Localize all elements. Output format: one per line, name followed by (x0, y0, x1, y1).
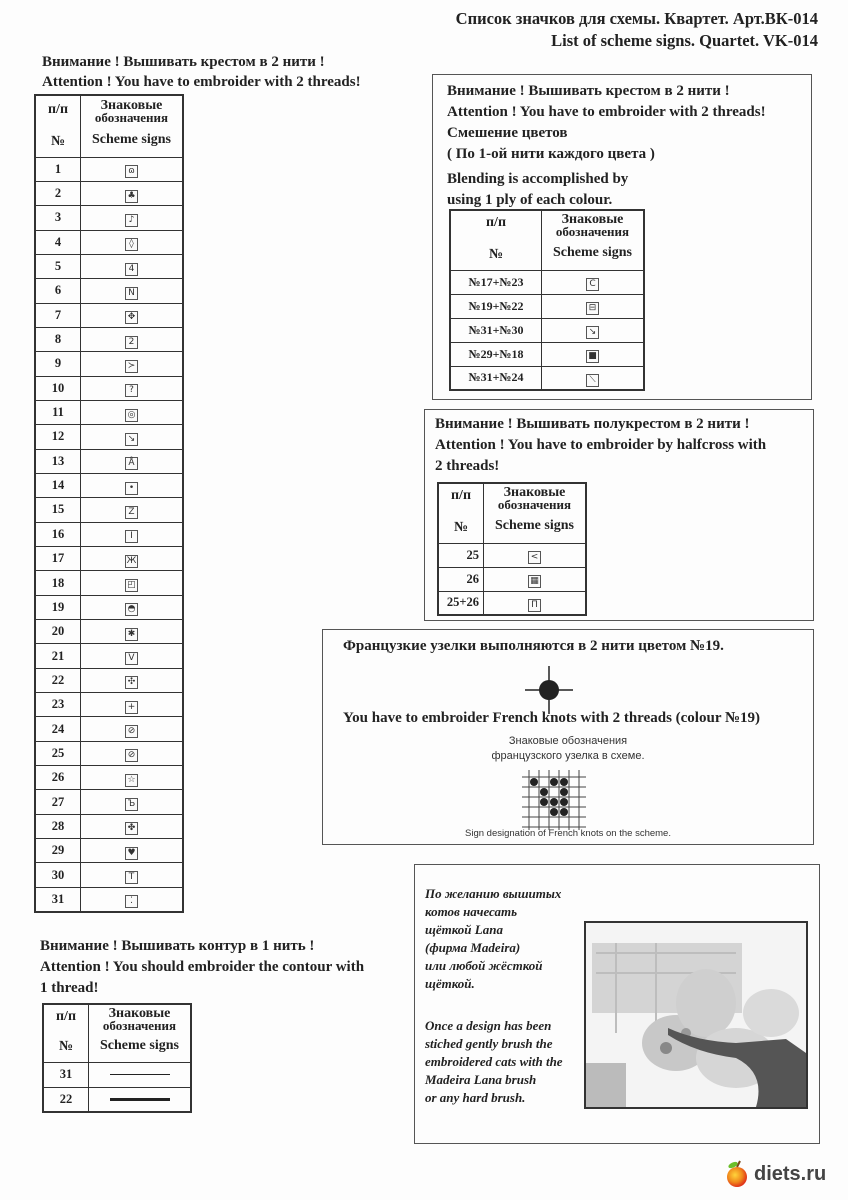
plus-icon: + (125, 701, 138, 714)
row-sign (81, 498, 184, 522)
table-row (35, 327, 183, 351)
halfcross-sign (484, 543, 587, 567)
music-note-icon: ♪ (125, 214, 138, 227)
half-col-num: п/п № (438, 483, 484, 543)
letter-n-icon: N (125, 287, 138, 300)
contour-number: 22 (43, 1087, 89, 1112)
row-number: 27 (35, 790, 81, 814)
blend-number: №31+№24 (450, 366, 542, 390)
heart-icon: ♥ (125, 847, 138, 860)
row-number: 7 (35, 303, 81, 327)
blend-col-sign: Знаковые обозначения Scheme signs (542, 210, 645, 270)
row-sign (81, 717, 184, 741)
row-number: 26 (35, 766, 81, 790)
brush-note-line: щёткой Lana (425, 922, 503, 937)
row-number: 12 (35, 425, 81, 449)
four-icon: 4 (125, 263, 138, 276)
table-row (35, 644, 183, 668)
halfcross-box (424, 409, 814, 621)
table-row (35, 498, 183, 522)
row-number: 10 (35, 376, 81, 400)
halfcross-number: 25+26 (438, 591, 484, 615)
two-dots-icon: ⁚ (125, 895, 138, 908)
table-row (35, 279, 183, 303)
row-sign (81, 473, 184, 497)
halfcross-warning-en-1: Attention ! You have to embroider by halfcross with (435, 437, 767, 453)
main-signs-table (34, 94, 184, 913)
row-sign (81, 571, 184, 595)
cats-embroidery-image (584, 921, 808, 1109)
row-number: 17 (35, 547, 81, 571)
table-row (35, 157, 183, 181)
row-number: 18 (35, 571, 81, 595)
brush-note-line: (фирма Madeira) (425, 940, 521, 955)
contour-col-num: п/п № (43, 1004, 89, 1062)
diamond-icon: ◊ (125, 238, 138, 251)
blending-en-1: Blending is accomplished by (447, 171, 629, 187)
brush-note-box (414, 864, 820, 1144)
blend-col-num: п/п № (450, 210, 542, 270)
row-sign (81, 400, 184, 424)
letter-c-icon: C (586, 278, 599, 291)
blending-ru-2: ( По 1-ой нити каждого цвета ) (447, 146, 655, 162)
blend-row (450, 270, 644, 294)
col-sign-header: Знаковые обозначения Scheme signs (81, 95, 184, 157)
row-number: 5 (35, 254, 81, 278)
row-number: 28 (35, 814, 81, 838)
table-row (35, 741, 183, 765)
table-row (35, 425, 183, 449)
brush-note-line: или любой жёсткой (425, 958, 543, 973)
row-number: 15 (35, 498, 81, 522)
slash-circle-icon: ⊘ (125, 749, 138, 762)
quatrefoil-icon: ✥ (125, 311, 138, 324)
row-sign (81, 693, 184, 717)
row-sign (81, 790, 184, 814)
row-number: 19 (35, 595, 81, 619)
blend-sign (542, 318, 645, 342)
row-sign (81, 157, 184, 181)
french-knots-ru: Французкие узелки выполняются в 2 нити цветом №19. (343, 638, 724, 654)
halfcross-warning-en-2: 2 threads! (435, 458, 500, 474)
two-icon: 2 (125, 336, 138, 349)
table-row (35, 863, 183, 887)
row-number: 31 (35, 887, 81, 911)
french-knots-box (322, 629, 814, 845)
contour-row (43, 1087, 191, 1112)
row-sign (81, 279, 184, 303)
table-row (35, 693, 183, 717)
row-sign (81, 254, 184, 278)
halfcross-row (438, 543, 586, 567)
hourglass-icon: Ж (126, 555, 137, 566)
star-icon: ☆ (125, 774, 138, 787)
table-row (35, 254, 183, 278)
blend-number: №31+№30 (450, 318, 542, 342)
table-row (35, 400, 183, 424)
trefoil-icon: ♣ (125, 190, 138, 203)
hatched-square-icon: ▦ (528, 575, 541, 588)
row-number: 3 (35, 206, 81, 230)
blend-row (450, 342, 644, 366)
brush-note-line: котов начесать (425, 904, 518, 919)
blend-row (450, 318, 644, 342)
halfcross-warning-ru: Внимание ! Вышивать полукрестом в 2 нити ! (435, 416, 750, 432)
brush-note-ru (425, 885, 561, 993)
blending-en-2: using 1 ply of each colour. (447, 192, 613, 208)
french-knots-caption-en: Sign designation of French knots on the scheme. (465, 828, 671, 839)
blending-ru-1: Смешение цветов (447, 125, 568, 141)
row-number: 25 (35, 741, 81, 765)
row-number: 30 (35, 863, 81, 887)
table-row (35, 522, 183, 546)
question-icon: ? (125, 384, 138, 397)
contour-warning-en-1: Attention ! You should embroider the contour with (40, 959, 365, 975)
main-warning-en: Attention ! You have to embroider with 2 threads! (42, 74, 361, 90)
table-row (35, 303, 183, 327)
main-warning-ru: Внимание ! Вышивать крестом в 2 нити ! (42, 54, 325, 70)
row-number: 11 (35, 400, 81, 424)
col-num-header: п/п № (35, 95, 81, 157)
table-row (35, 887, 183, 911)
table-row (35, 790, 183, 814)
brush-note-line: По желанию вышитых (425, 886, 562, 901)
brush-note-line: щёткой. (425, 976, 475, 991)
blending-warning-en: Attention ! You have to embroider with 2 threads! (447, 104, 766, 120)
row-number: 4 (35, 230, 81, 254)
contour-row (43, 1062, 191, 1087)
table-row (35, 206, 183, 230)
table-row (35, 620, 183, 644)
contour-warning (40, 936, 364, 999)
thick-line-icon (110, 1098, 170, 1101)
table-row (35, 668, 183, 692)
table-row (35, 814, 183, 838)
arrow-diagonal-icon: ↘ (125, 433, 138, 446)
contour-sign (89, 1087, 192, 1112)
french-knots-en: You have to embroider French knots with 2 threads (colour №19) (343, 710, 761, 726)
table-row (35, 839, 183, 863)
row-sign (81, 449, 184, 473)
halfcross-sign (484, 591, 587, 615)
row-sign (81, 887, 184, 911)
watermark (724, 1160, 826, 1188)
blending-box (432, 74, 812, 400)
row-sign (81, 814, 184, 838)
main-warning (42, 52, 361, 92)
row-sign (81, 327, 184, 351)
halfcross-number: 26 (438, 567, 484, 591)
hard-sign-icon: Ъ (125, 798, 138, 811)
blend-number: №29+№18 (450, 342, 542, 366)
figure-icon: Å (125, 457, 138, 470)
row-sign (81, 522, 184, 546)
blend-sign (542, 270, 645, 294)
row-sign (81, 839, 184, 863)
contour-number: 31 (43, 1062, 89, 1087)
halfcross-sign (484, 567, 587, 591)
halfcross-row (438, 591, 586, 615)
row-number: 23 (35, 693, 81, 717)
blend-row (450, 366, 644, 390)
table-row (35, 571, 183, 595)
row-sign (81, 303, 184, 327)
table-row (35, 376, 183, 400)
row-number: 1 (35, 157, 81, 181)
letter-t-icon: T (125, 871, 138, 884)
row-sign (81, 595, 184, 619)
row-number: 9 (35, 352, 81, 376)
row-number: 6 (35, 279, 81, 303)
row-number: 24 (35, 717, 81, 741)
row-sign (81, 766, 184, 790)
row-sign (81, 668, 184, 692)
row-number: 20 (35, 620, 81, 644)
table-row (35, 449, 183, 473)
table-row (35, 717, 183, 741)
clover-icon: ✤ (125, 822, 138, 835)
contour-sign (89, 1062, 192, 1087)
row-sign (81, 741, 184, 765)
french-knots-caption-ru: Знаковые обозначения французского узелка в схеме. (491, 735, 645, 762)
target-icon: ◎ (125, 409, 138, 422)
contour-warning-en-2: 1 thread! (40, 980, 99, 996)
row-number: 14 (35, 473, 81, 497)
row-sign (81, 425, 184, 449)
row-number: 13 (35, 449, 81, 473)
letter-z-icon: Z (125, 506, 138, 519)
blend-number: №19+№22 (450, 294, 542, 318)
thin-line-icon (110, 1074, 170, 1075)
blend-number: №17+№23 (450, 270, 542, 294)
row-number: 2 (35, 181, 81, 205)
arrow-down-right-icon: ↘ (586, 326, 599, 339)
row-sign (81, 206, 184, 230)
brush-note-line: or any hard brush. (425, 1090, 526, 1105)
brush-note-line: Madeira Lana brush (425, 1072, 537, 1087)
corner-square-icon: ◰ (125, 579, 138, 592)
row-number: 22 (35, 668, 81, 692)
contour-warning-ru: Внимание ! Вышивать контур в 1 нить ! (40, 938, 315, 954)
letter-v-icon: V (125, 652, 138, 665)
row-sign (81, 644, 184, 668)
spiral-icon: ɷ (125, 165, 138, 178)
row-sign (81, 352, 184, 376)
filled-square-icon: ■ (586, 350, 599, 363)
table-row (35, 352, 183, 376)
row-sign (81, 181, 184, 205)
table-row (35, 230, 183, 254)
blend-sign (542, 294, 645, 318)
page-title (456, 8, 818, 52)
asterisk-icon: ✱ (125, 628, 138, 641)
contour-col-sign: Знаковые обозначения Scheme signs (89, 1004, 192, 1062)
halfcross-table (437, 482, 587, 616)
blending-table (449, 209, 645, 391)
halfcross-number: 25 (438, 543, 484, 567)
halfcross-row (438, 567, 586, 591)
table-row (35, 595, 183, 619)
table-row (35, 766, 183, 790)
pi-icon: Π (528, 599, 541, 612)
title-ru: Список значков для схемы. Квартет. Арт.ВК-014 (455, 9, 818, 28)
row-sign (81, 230, 184, 254)
row-number: 8 (35, 327, 81, 351)
arrow-right-icon: ≻ (125, 360, 138, 373)
blend-sign (542, 342, 645, 366)
blending-warning-ru: Внимание ! Вышивать крестом в 2 нити ! (447, 83, 730, 99)
blend-row (450, 294, 644, 318)
bar-icon: ⊟ (586, 302, 599, 315)
brush-note-line: embroidered cats with the (425, 1054, 563, 1069)
slash-oval-icon: ⊘ (125, 725, 138, 738)
french-knot-grid-icon (522, 770, 586, 830)
table-row (35, 547, 183, 571)
apple-logo-icon (724, 1160, 750, 1188)
brush-note-en (425, 1017, 563, 1107)
half-circle-icon: ◓ (125, 603, 138, 616)
half-col-sign: Знаковые обозначения Scheme signs (484, 483, 587, 543)
row-number: 29 (35, 839, 81, 863)
table-row (35, 473, 183, 497)
chevron-left-icon: < (528, 551, 541, 564)
row-number: 21 (35, 644, 81, 668)
row-sign (81, 376, 184, 400)
row-sign (81, 547, 184, 571)
diagonal-line-icon: ⟍ (586, 374, 599, 387)
dot-icon: • (125, 482, 138, 495)
letter-i-icon: I (125, 530, 138, 543)
brush-note-line: Once a design has been (425, 1018, 552, 1033)
watermark-text: diets.ru (754, 1162, 827, 1185)
title-en: List of scheme signs. Quartet. VK-014 (551, 31, 818, 50)
row-number: 16 (35, 522, 81, 546)
contour-table (42, 1003, 192, 1113)
four-dots-icon: ✣ (125, 676, 138, 689)
row-sign (81, 620, 184, 644)
blend-sign (542, 366, 645, 390)
table-row (35, 181, 183, 205)
brush-note-line: stiched gently brush the (425, 1036, 553, 1051)
row-sign (81, 863, 184, 887)
